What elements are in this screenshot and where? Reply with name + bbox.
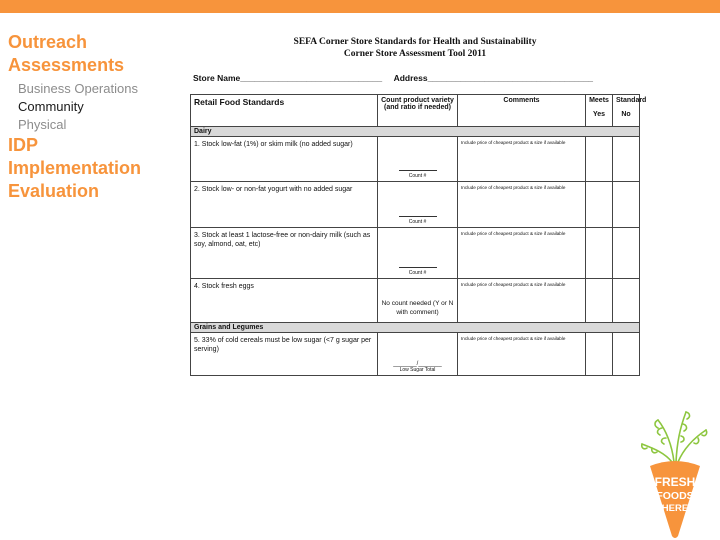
standard-cell: 3. Stock at least 1 lactose-free or non-dairy milk (such as soy, almond, oat, etc) — [191, 228, 378, 279]
standard-cell: 4. Stock fresh eggs — [191, 279, 378, 323]
table-row — [191, 333, 640, 376]
logo-text-foods: FOODS — [656, 490, 694, 502]
meets-cell[interactable] — [586, 182, 613, 228]
section-row-grains — [191, 323, 640, 333]
count-cell[interactable]: Count # — [378, 182, 458, 228]
nav-implementation[interactable]: Implementation — [8, 158, 142, 178]
section-nav — [8, 31, 183, 203]
count-cell[interactable]: Count # — [378, 228, 458, 279]
assessment-document — [185, 36, 645, 396]
header-standards: Retail Food Standards — [191, 95, 378, 127]
address-field: Address___________________________________ — [393, 73, 594, 83]
top-accent-bar — [0, 0, 720, 13]
nav-sub-business-operations[interactable]: Business Operations — [18, 81, 138, 96]
table-row — [191, 182, 640, 228]
nav-sub-community[interactable]: Community — [18, 99, 84, 114]
logo-text-fresh: FRESH — [654, 475, 696, 489]
standards-table — [190, 94, 647, 376]
comment-cell[interactable]: Include price of cheapest product & size if available — [458, 333, 586, 376]
no-cell[interactable] — [613, 279, 640, 323]
count-cell[interactable]: Count # — [378, 137, 458, 182]
nav-idp[interactable]: IDP — [8, 135, 39, 155]
count-cell[interactable]: No count needed (Y or N with comment) — [378, 279, 458, 323]
meets-cell[interactable] — [586, 279, 613, 323]
meets-cell[interactable] — [586, 333, 613, 376]
table-header-row — [191, 95, 640, 127]
meets-cell[interactable] — [586, 137, 613, 182]
comment-cell[interactable]: Include price of cheapest product & size if available — [458, 228, 586, 279]
ratio-cell[interactable]: _______/_______ Low Sugar Total — [378, 333, 458, 376]
header-standard: Standard No — [613, 95, 640, 127]
standard-cell: 5. 33% of cold cereals must be low sugar (<7 g sugar per serving) — [191, 333, 378, 376]
nav-sub-physical[interactable]: Physical — [18, 117, 67, 132]
no-cell[interactable] — [613, 137, 640, 182]
store-address-line — [185, 73, 645, 83]
nav-evaluation[interactable]: Evaluation — [8, 181, 100, 201]
no-cell[interactable] — [613, 333, 640, 376]
nav-assessments[interactable]: Assessments — [8, 55, 125, 75]
store-name-field: Store Name______________________________ — [193, 73, 383, 83]
table-row — [191, 279, 640, 323]
meets-cell[interactable] — [586, 228, 613, 279]
comment-cell[interactable]: Include price of cheapest product & size if available — [458, 279, 586, 323]
header-meets: Meets Yes — [586, 95, 613, 127]
nav-outreach[interactable]: Outreach — [8, 32, 88, 52]
header-count: Count product variety (and ratio if needed) — [378, 95, 458, 127]
no-cell[interactable] — [613, 182, 640, 228]
header-comments: Comments — [458, 95, 586, 127]
fresh-foods-here-logo — [636, 400, 714, 538]
section-label: Grains and Legumes — [191, 323, 640, 333]
standard-cell: 1. Stock low-fat (1%) or skim milk (no added sugar) — [191, 137, 378, 182]
table-row — [191, 137, 640, 182]
section-label: Dairy — [191, 127, 640, 137]
logo-text-here: HERE — [661, 503, 689, 514]
section-row-dairy — [191, 127, 640, 137]
table-row — [191, 228, 640, 279]
comment-cell[interactable]: Include price of cheapest product & size if available — [458, 182, 586, 228]
carrot-logo-icon — [636, 400, 714, 538]
comment-cell[interactable]: Include price of cheapest product & size if available — [458, 137, 586, 182]
document-title-line2: Corner Store Assessment Tool 2011 — [343, 49, 487, 59]
no-cell[interactable] — [613, 228, 640, 279]
document-title-line1: SEFA Corner Store Standards for Health and Sustainability — [293, 37, 537, 47]
standard-cell: 2. Stock low- or non-fat yogurt with no added sugar — [191, 182, 378, 228]
